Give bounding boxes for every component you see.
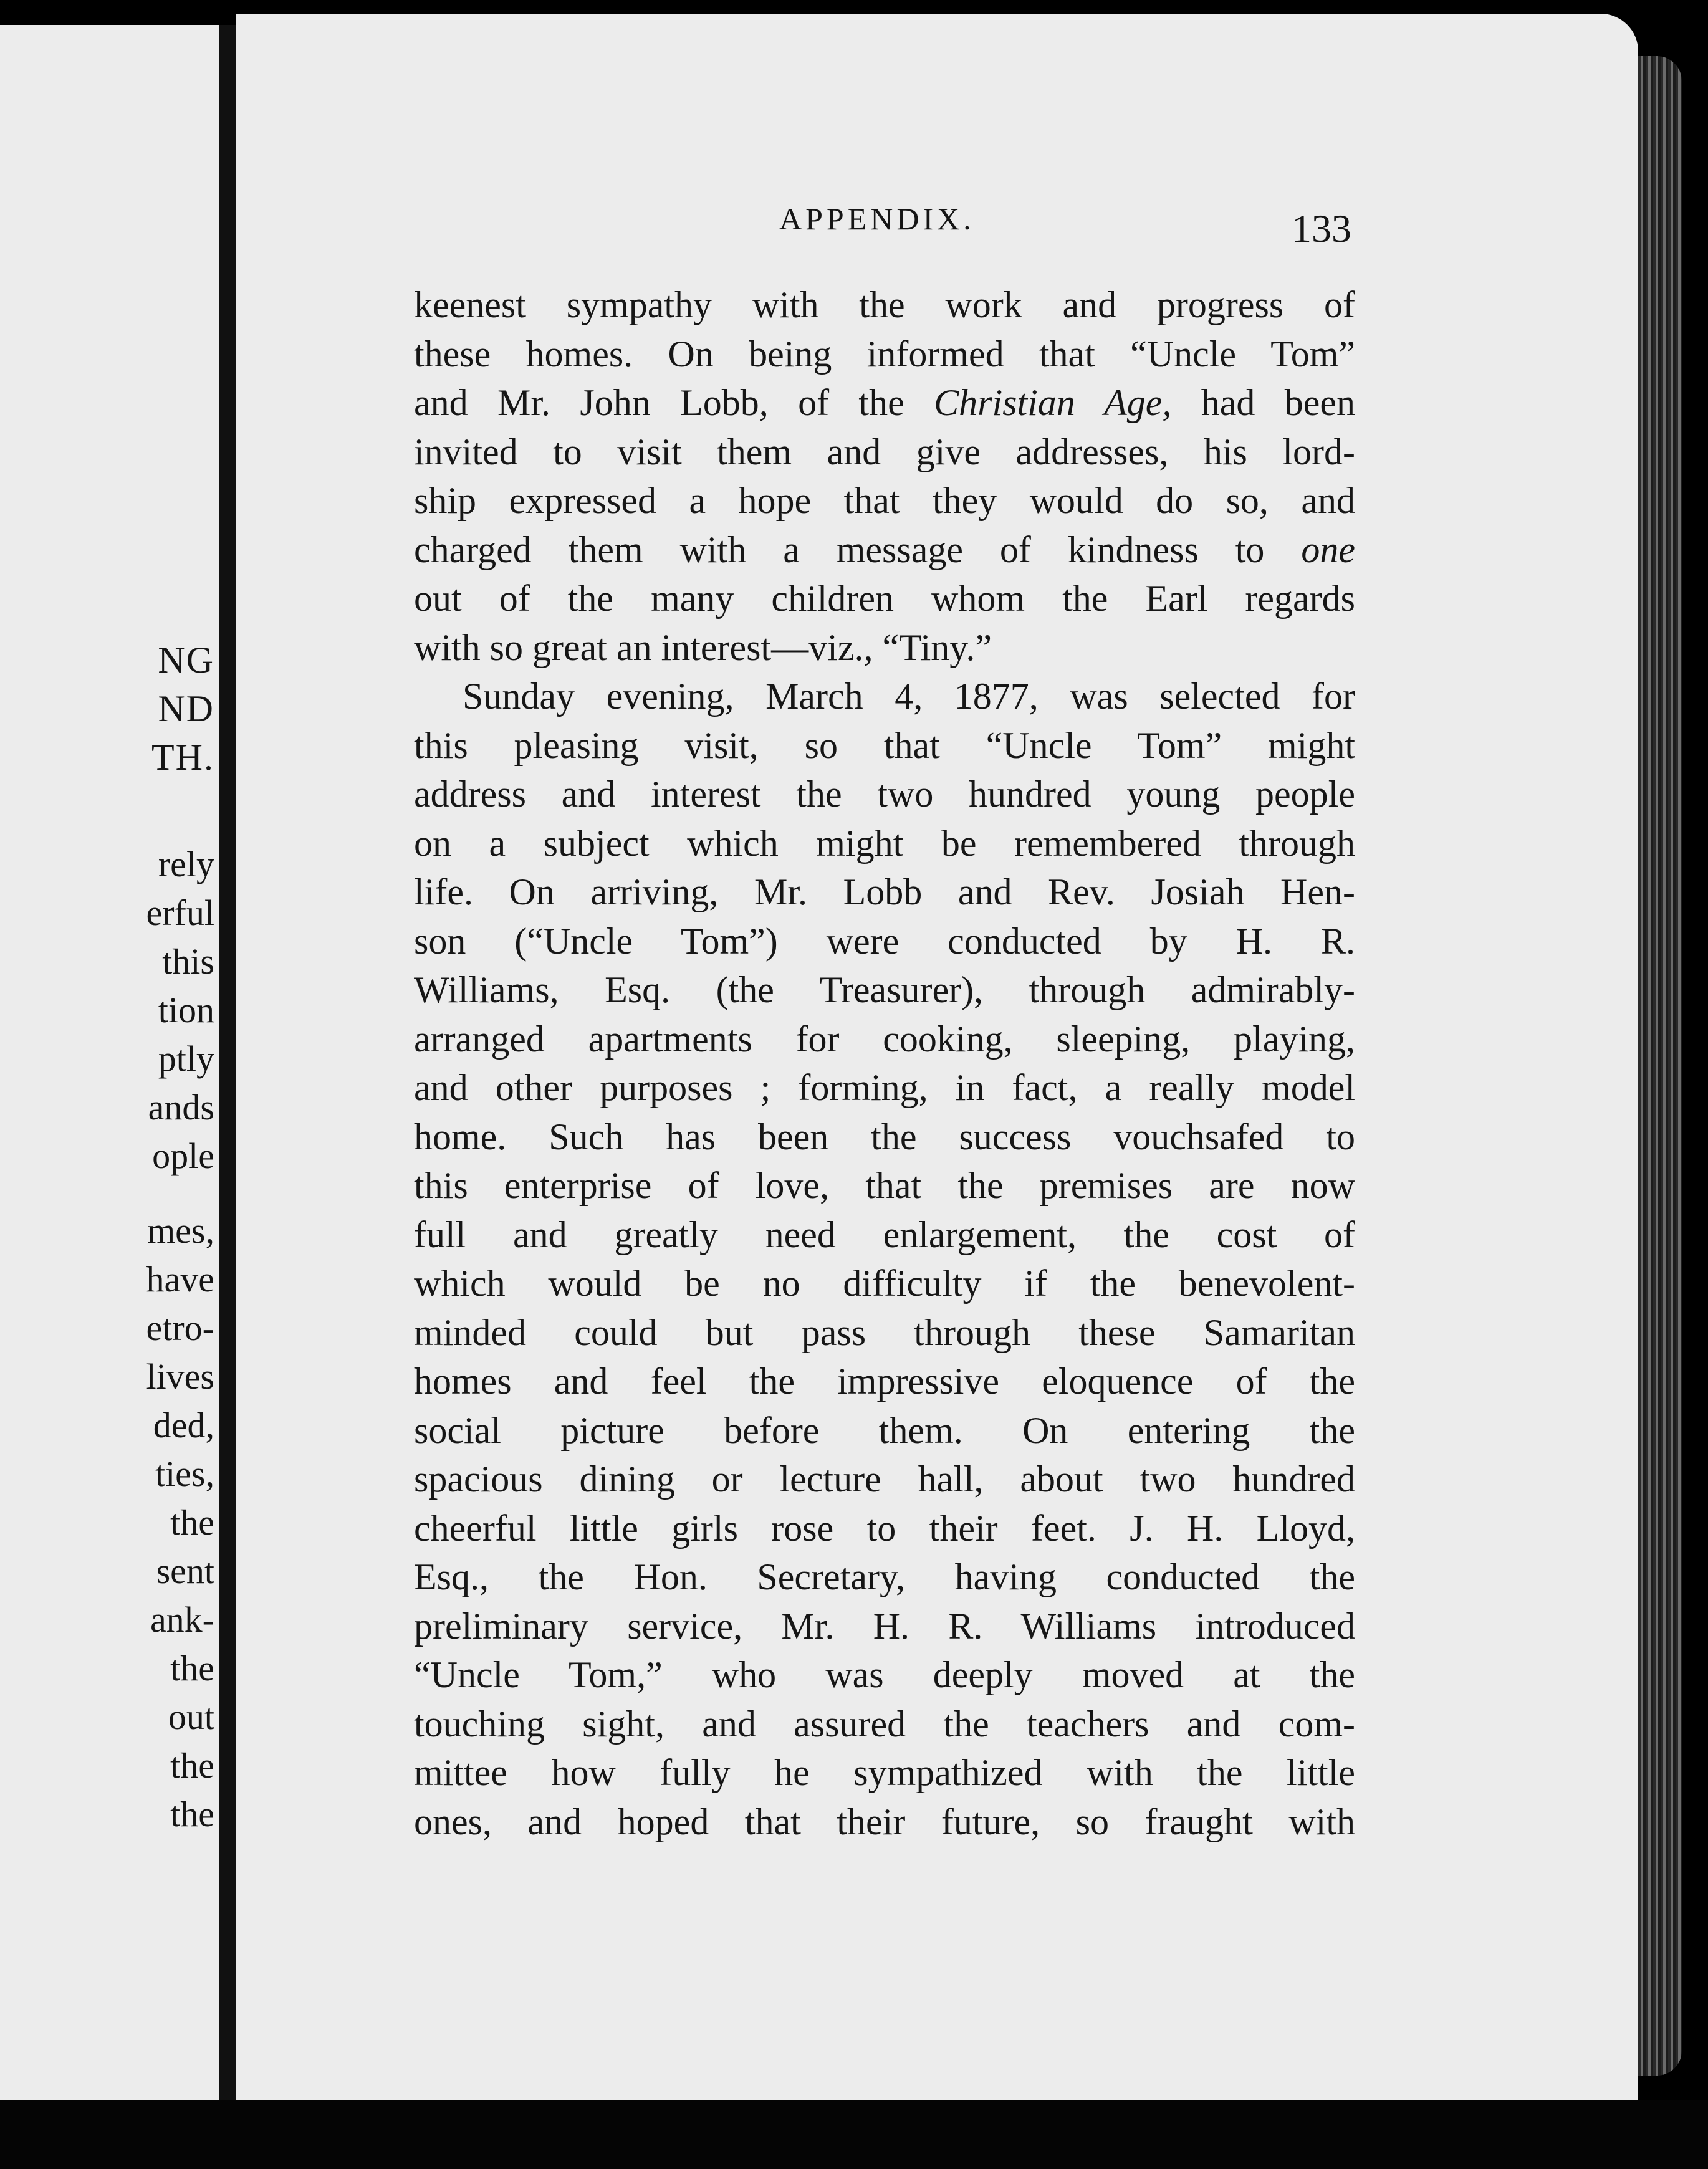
facing-page-line: the: [170, 1745, 214, 1786]
facing-page-line: rely: [158, 844, 214, 884]
text-line: this pleasing visit, so that “Uncle Tom” might: [414, 724, 1355, 766]
facing-page-line: the: [170, 1502, 214, 1543]
facing-page-line: have: [146, 1259, 214, 1300]
facing-page-line: this: [162, 941, 214, 982]
text-line: [414, 378, 1355, 428]
facing-page-line: TH.: [151, 737, 214, 778]
periodical-title: Christian Age,: [934, 382, 1172, 423]
text-run: and Mr. John Lobb, of the: [414, 382, 934, 423]
running-header: APPENDIX.: [779, 201, 975, 236]
facing-page-line: ND: [158, 688, 214, 729]
facing-page-line: the: [170, 1648, 214, 1688]
text-line: Esq., the Hon. Secretary, having conducted the: [414, 1556, 1355, 1597]
facing-page-fragment: [0, 25, 219, 2100]
text-line: this enterprise of love, that the premises are now: [414, 1165, 1355, 1206]
page-edges: [1638, 56, 1682, 2076]
text-line: preliminary service, Mr. H. R. Williams introduced: [414, 1605, 1355, 1647]
page-number: 133: [1292, 206, 1351, 251]
text-line: out of the many children whom the Earl regards: [414, 578, 1355, 619]
text-line: “Uncle Tom,” who was deeply moved at the: [414, 1654, 1355, 1695]
facing-page-line: NG: [158, 639, 214, 681]
facing-page-line: ank-: [150, 1599, 214, 1640]
emphasis: one: [1301, 529, 1355, 570]
book-gutter: [219, 25, 236, 2100]
text-line: spacious dining or lecture hall, about two hundred: [414, 1458, 1355, 1500]
facing-page-line: ties,: [155, 1453, 214, 1494]
facing-page-line: ptly: [158, 1038, 214, 1079]
facing-page-line: etro-: [146, 1308, 214, 1348]
text-line: cheerful little girls rose to their feet. J. H. Lloyd,: [414, 1507, 1355, 1549]
facing-page-line: erful: [146, 893, 214, 933]
text-line: arranged apartments for cooking, sleeping, playing,: [414, 1018, 1355, 1060]
facing-page-line: sent: [156, 1551, 214, 1591]
text-line: full and greatly need enlargement, the cost of: [414, 1214, 1355, 1255]
text-line: on a subject which might be remembered through: [414, 822, 1355, 864]
text-line: which would be no difficulty if the benevolent-: [414, 1263, 1355, 1304]
text-line: touching sight, and assured the teachers and com-: [414, 1703, 1355, 1745]
text-line: these homes. On being informed that “Uncle Tom”: [414, 333, 1355, 375]
facing-page-line: ople: [152, 1136, 214, 1176]
text-line: ship expressed a hope that they would do so, and: [414, 480, 1355, 521]
text-line: address and interest the two hundred young people: [414, 773, 1355, 815]
facing-page-line: ands: [148, 1087, 214, 1128]
text-line: son (“Uncle Tom”) were conducted by H. R.: [414, 920, 1355, 962]
text-line: mittee how fully he sympathized with the little: [414, 1752, 1355, 1793]
text-line: invited to visit them and give addresses, his lord-: [414, 431, 1355, 472]
text-line: homes and feel the impressive eloquence of the: [414, 1361, 1355, 1402]
text-run: had been: [1171, 382, 1355, 423]
scan-border: [0, 2100, 1708, 2169]
text-line: with so great an interest—viz., “Tiny.”: [414, 626, 992, 668]
paragraph-start-line: Sunday evening, March 4, 1877, was selected for: [463, 676, 1355, 717]
facing-page-line: mes,: [147, 1210, 214, 1251]
facing-page-line: tion: [158, 990, 214, 1030]
text-line: keenest sympathy with the work and progress of: [414, 284, 1355, 325]
body-text: [414, 280, 1355, 1846]
text-line: Williams, Esq. (the Treasurer), through admirably-: [414, 969, 1355, 1010]
text-line: and other purposes ; forming, in fact, a really model: [414, 1067, 1355, 1108]
facing-page-line: the: [170, 1794, 214, 1834]
text-run: charged them with a message of kindness to: [414, 529, 1302, 570]
text-line: home. Such has been the success vouchsafed to: [414, 1116, 1355, 1157]
facing-page-line: out: [168, 1697, 214, 1737]
text-line: minded could but pass through these Samaritan: [414, 1311, 1355, 1353]
text-line: ones, and hoped that their future, so fraught with: [414, 1801, 1355, 1842]
facing-page-line: lives: [146, 1356, 214, 1397]
facing-page-line: ded,: [153, 1405, 214, 1445]
text-line: social picture before them. On entering the: [414, 1409, 1355, 1451]
text-line: life. On arriving, Mr. Lobb and Rev. Josiah Hen-: [414, 871, 1355, 912]
text-line: [414, 525, 1355, 575]
